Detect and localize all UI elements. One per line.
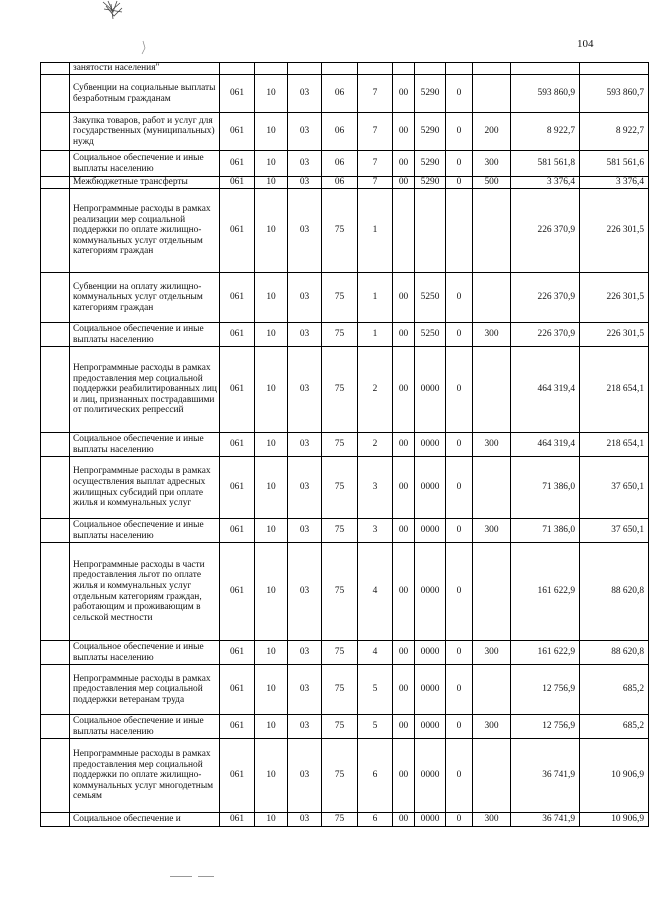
section-code-cell: 10 [255, 323, 288, 347]
ministry-code-cell: 061 [220, 273, 255, 323]
amount-2-cell: 88 620,8 [580, 543, 649, 641]
main-event-code-cell: 00 [393, 273, 415, 323]
section-code-cell: 10 [255, 813, 288, 827]
expense-type-code-cell: 500 [473, 177, 511, 189]
program-code-cell: 06 [322, 177, 358, 189]
table-row [41, 543, 649, 641]
program-code-cell: 75 [322, 813, 358, 827]
main-event-code-cell: 00 [393, 665, 415, 715]
blank-cell [41, 543, 70, 641]
expense-name-cell: Непрограммные расходы в рамках предоставления мер социальной поддержки по оплате жилищно-коммунальных услуг многодетным семьям [70, 739, 220, 813]
section-code-cell: 10 [255, 189, 288, 273]
main-event-code-cell: 00 [393, 151, 415, 177]
subsection-code-cell: 03 [288, 273, 322, 323]
group-code-cell: 0 [446, 177, 473, 189]
subsection-code-cell: 03 [288, 75, 322, 113]
amount-2-cell: 226 301,5 [580, 189, 649, 273]
blank-cell [41, 189, 70, 273]
blank-cell [41, 347, 70, 433]
group-code-cell [446, 189, 473, 273]
table-row [41, 63, 649, 75]
group-code-cell: 0 [446, 433, 473, 457]
amount-2-cell: 226 301,5 [580, 273, 649, 323]
blank-cell [41, 273, 70, 323]
amount-1-cell [511, 63, 580, 75]
group-code-cell: 0 [446, 665, 473, 715]
amount-2-cell: 3 376,4 [580, 177, 649, 189]
main-event-code-cell: 00 [393, 323, 415, 347]
subprogram-code-cell: 7 [358, 113, 393, 151]
amount-1-cell: 226 370,9 [511, 189, 580, 273]
page-number: 104 [577, 38, 594, 50]
subprogram-code-cell: 7 [358, 151, 393, 177]
section-code-cell: 10 [255, 347, 288, 433]
amount-2-cell: 88 620,8 [580, 641, 649, 665]
amount-1-cell: 161 622,9 [511, 543, 580, 641]
direction-code-cell: 0000 [415, 739, 446, 813]
table-row [41, 189, 649, 273]
ministry-code-cell: 061 [220, 189, 255, 273]
amount-1-cell: 161 622,9 [511, 641, 580, 665]
ministry-code-cell: 061 [220, 641, 255, 665]
group-code-cell: 0 [446, 715, 473, 739]
main-event-code-cell: 00 [393, 347, 415, 433]
expense-name-cell: Закупка товаров, работ и услуг для государственных (муниципальных) нужд [70, 113, 220, 151]
amount-1-cell: 8 922,7 [511, 113, 580, 151]
amount-1-cell: 581 561,8 [511, 151, 580, 177]
expense-type-code-cell: 300 [473, 641, 511, 665]
blank-cell [41, 177, 70, 189]
amount-1-cell: 71 386,0 [511, 519, 580, 543]
main-event-code-cell: 00 [393, 177, 415, 189]
blank-cell [41, 63, 70, 75]
direction-code-cell: 5290 [415, 75, 446, 113]
blank-cell [41, 665, 70, 715]
group-code-cell: 0 [446, 347, 473, 433]
program-code-cell: 75 [322, 457, 358, 519]
amount-1-cell: 71 386,0 [511, 457, 580, 519]
expense-name-cell: Социальное обеспечение и иные выплаты населению [70, 151, 220, 177]
program-code-cell: 75 [322, 641, 358, 665]
blank-cell [41, 813, 70, 827]
ministry-code-cell: 061 [220, 151, 255, 177]
expense-type-code-cell [473, 273, 511, 323]
main-event-code-cell: 00 [393, 433, 415, 457]
section-code-cell: 10 [255, 75, 288, 113]
expense-name-cell: Социальное обеспечение и иные выплаты населению [70, 519, 220, 543]
expense-type-code-cell [473, 543, 511, 641]
section-code-cell: 10 [255, 543, 288, 641]
subprogram-code-cell: 4 [358, 543, 393, 641]
expense-name-cell: Социальное обеспечение и иные выплаты населению [70, 715, 220, 739]
direction-code-cell: 5250 [415, 323, 446, 347]
program-code-cell: 75 [322, 347, 358, 433]
amount-2-cell: 685,2 [580, 715, 649, 739]
blank-cell [41, 75, 70, 113]
expense-name-cell: Социальное обеспечение и иные выплаты населению [70, 641, 220, 665]
group-code-cell: 0 [446, 543, 473, 641]
amount-1-cell: 36 741,9 [511, 813, 580, 827]
blank-cell [41, 113, 70, 151]
main-event-code-cell: 00 [393, 641, 415, 665]
program-code-cell: 75 [322, 519, 358, 543]
program-code-cell [322, 63, 358, 75]
program-code-cell: 75 [322, 715, 358, 739]
group-code-cell: 0 [446, 113, 473, 151]
group-code-cell: 0 [446, 273, 473, 323]
table-row [41, 323, 649, 347]
table-row [41, 113, 649, 151]
subprogram-code-cell: 1 [358, 273, 393, 323]
budget-table [40, 62, 649, 827]
amount-2-cell: 593 860,7 [580, 75, 649, 113]
direction-code-cell: 0000 [415, 715, 446, 739]
amount-1-cell: 593 860,9 [511, 75, 580, 113]
blank-cell [41, 323, 70, 347]
expense-type-code-cell: 200 [473, 113, 511, 151]
subsection-code-cell: 03 [288, 323, 322, 347]
ministry-code-cell: 061 [220, 457, 255, 519]
table-row [41, 519, 649, 543]
expense-name-cell: Непрограммные расходы в рамках осуществления выплат адресных жилищных субсидий при оплате жилья и коммунальных услуг [70, 457, 220, 519]
amount-1-cell: 226 370,9 [511, 273, 580, 323]
table-row [41, 457, 649, 519]
table-row [41, 433, 649, 457]
subprogram-code-cell: 7 [358, 75, 393, 113]
subsection-code-cell: 03 [288, 457, 322, 519]
subsection-code-cell: 03 [288, 715, 322, 739]
amount-2-cell: 685,2 [580, 665, 649, 715]
subprogram-code-cell: 2 [358, 433, 393, 457]
program-code-cell: 75 [322, 433, 358, 457]
subsection-code-cell: 03 [288, 151, 322, 177]
amount-2-cell: 10 906,9 [580, 739, 649, 813]
scan-dash [170, 876, 192, 877]
table-row [41, 273, 649, 323]
expense-type-code-cell [473, 347, 511, 433]
subprogram-code-cell: 2 [358, 347, 393, 433]
subsection-code-cell: 03 [288, 347, 322, 433]
expense-type-code-cell: 300 [473, 813, 511, 827]
program-code-cell: 75 [322, 189, 358, 273]
expense-name-cell: Социальное обеспечение и иные выплаты населению [70, 433, 220, 457]
amount-1-cell: 36 741,9 [511, 739, 580, 813]
direction-code-cell [415, 63, 446, 75]
amount-1-cell: 226 370,9 [511, 323, 580, 347]
expense-type-code-cell: 300 [473, 433, 511, 457]
main-event-code-cell: 00 [393, 715, 415, 739]
direction-code-cell: 5290 [415, 151, 446, 177]
subprogram-code-cell: 7 [358, 177, 393, 189]
program-code-cell: 75 [322, 543, 358, 641]
direction-code-cell: 0000 [415, 457, 446, 519]
ministry-code-cell: 061 [220, 813, 255, 827]
group-code-cell: 0 [446, 75, 473, 113]
amount-1-cell: 464 319,4 [511, 433, 580, 457]
subprogram-code-cell: 5 [358, 665, 393, 715]
expense-type-code-cell: 300 [473, 715, 511, 739]
amount-2-cell: 8 922,7 [580, 113, 649, 151]
group-code-cell: 0 [446, 457, 473, 519]
section-code-cell [255, 63, 288, 75]
program-code-cell: 75 [322, 323, 358, 347]
subprogram-code-cell: 3 [358, 457, 393, 519]
expense-name-cell: занятости населения" [70, 63, 220, 75]
direction-code-cell: 0000 [415, 347, 446, 433]
subprogram-code-cell: 1 [358, 189, 393, 273]
program-code-cell: 06 [322, 113, 358, 151]
program-code-cell: 06 [322, 75, 358, 113]
main-event-code-cell: 00 [393, 739, 415, 813]
main-event-code-cell: 00 [393, 457, 415, 519]
table-row [41, 641, 649, 665]
expense-name-cell: Непрограммные расходы в рамках реализации мер социальной поддержки по оплате жилищно-коммунальных услуг отдельным категориям граждан [70, 189, 220, 273]
ministry-code-cell: 061 [220, 323, 255, 347]
subsection-code-cell [288, 63, 322, 75]
direction-code-cell: 5290 [415, 177, 446, 189]
expense-type-code-cell [473, 189, 511, 273]
subprogram-code-cell: 4 [358, 641, 393, 665]
ministry-code-cell: 061 [220, 433, 255, 457]
expense-name-cell: Субвенции на социальные выплаты безработным гражданам [70, 75, 220, 113]
subsection-code-cell: 03 [288, 433, 322, 457]
main-event-code-cell: 00 [393, 813, 415, 827]
subprogram-code-cell [358, 63, 393, 75]
amount-2-cell: 10 906,9 [580, 813, 649, 827]
ministry-code-cell: 061 [220, 177, 255, 189]
table-row [41, 347, 649, 433]
section-code-cell: 10 [255, 433, 288, 457]
main-event-code-cell: 00 [393, 113, 415, 151]
expense-type-code-cell: 300 [473, 323, 511, 347]
table-row [41, 151, 649, 177]
table-row [41, 739, 649, 813]
section-code-cell: 10 [255, 113, 288, 151]
expense-name-cell: Субвенции на оплату жилищно-коммунальных услуг отдельным категориям граждан [70, 273, 220, 323]
section-code-cell: 10 [255, 177, 288, 189]
amount-1-cell: 12 756,9 [511, 665, 580, 715]
program-code-cell: 75 [322, 665, 358, 715]
subsection-code-cell: 03 [288, 543, 322, 641]
scan-dash [198, 876, 214, 877]
expense-name-cell: Межбюджетные трансферты [70, 177, 220, 189]
amount-1-cell: 3 376,4 [511, 177, 580, 189]
scan-speck-icon [140, 40, 148, 56]
subprogram-code-cell: 6 [358, 813, 393, 827]
subsection-code-cell: 03 [288, 739, 322, 813]
blank-cell [41, 457, 70, 519]
group-code-cell: 0 [446, 813, 473, 827]
subsection-code-cell: 03 [288, 665, 322, 715]
ministry-code-cell: 061 [220, 715, 255, 739]
program-code-cell: 75 [322, 273, 358, 323]
amount-2-cell: 218 654,1 [580, 347, 649, 433]
section-code-cell: 10 [255, 665, 288, 715]
expense-type-code-cell [473, 739, 511, 813]
amount-2-cell: 218 654,1 [580, 433, 649, 457]
amount-2-cell: 37 650,1 [580, 519, 649, 543]
main-event-code-cell: 00 [393, 75, 415, 113]
table-row [41, 813, 649, 827]
subsection-code-cell: 03 [288, 519, 322, 543]
expense-name-cell: Непрограммные расходы в рамках предоставления мер социальной поддержки ветеранам труда [70, 665, 220, 715]
main-event-code-cell: 00 [393, 543, 415, 641]
blank-cell [41, 433, 70, 457]
ministry-code-cell: 061 [220, 543, 255, 641]
expense-name-cell: Непрограммные расходы в рамках предоставления мер социальной поддержки реабилитированных лиц и лиц, признанных пострадавшими от политических репрессий [70, 347, 220, 433]
group-code-cell: 0 [446, 323, 473, 347]
ministry-code-cell: 061 [220, 347, 255, 433]
expense-type-code-cell [473, 63, 511, 75]
subsection-code-cell: 03 [288, 177, 322, 189]
subprogram-code-cell: 1 [358, 323, 393, 347]
amount-2-cell: 37 650,1 [580, 457, 649, 519]
expense-type-code-cell: 300 [473, 151, 511, 177]
amount-1-cell: 464 319,4 [511, 347, 580, 433]
expense-type-code-cell [473, 665, 511, 715]
blank-cell [41, 151, 70, 177]
direction-code-cell: 0000 [415, 519, 446, 543]
ministry-code-cell: 061 [220, 665, 255, 715]
ministry-code-cell: 061 [220, 113, 255, 151]
subsection-code-cell: 03 [288, 641, 322, 665]
blank-cell [41, 739, 70, 813]
direction-code-cell: 0000 [415, 543, 446, 641]
expense-type-code-cell [473, 75, 511, 113]
direction-code-cell: 0000 [415, 641, 446, 665]
subprogram-code-cell: 3 [358, 519, 393, 543]
expense-name-cell: Социальное обеспечение и иные выплаты населению [70, 323, 220, 347]
table-row [41, 665, 649, 715]
subsection-code-cell: 03 [288, 189, 322, 273]
program-code-cell: 06 [322, 151, 358, 177]
direction-code-cell [415, 189, 446, 273]
direction-code-cell: 0000 [415, 813, 446, 827]
expense-type-code-cell: 300 [473, 519, 511, 543]
group-code-cell [446, 63, 473, 75]
group-code-cell: 0 [446, 739, 473, 813]
subprogram-code-cell: 5 [358, 715, 393, 739]
blank-cell [41, 641, 70, 665]
expense-type-code-cell [473, 457, 511, 519]
main-event-code-cell [393, 63, 415, 75]
table-row [41, 75, 649, 113]
direction-code-cell: 5290 [415, 113, 446, 151]
main-event-code-cell: 00 [393, 519, 415, 543]
table-row [41, 715, 649, 739]
table-row [41, 177, 649, 189]
ministry-code-cell: 061 [220, 739, 255, 813]
section-code-cell: 10 [255, 641, 288, 665]
expense-name-cell: Социальное обеспечение и [70, 813, 220, 827]
group-code-cell: 0 [446, 519, 473, 543]
direction-code-cell: 5250 [415, 273, 446, 323]
section-code-cell: 10 [255, 273, 288, 323]
amount-2-cell: 581 561,6 [580, 151, 649, 177]
amount-2-cell [580, 63, 649, 75]
group-code-cell: 0 [446, 151, 473, 177]
subsection-code-cell: 03 [288, 813, 322, 827]
section-code-cell: 10 [255, 739, 288, 813]
section-code-cell: 10 [255, 151, 288, 177]
group-code-cell: 0 [446, 641, 473, 665]
subprogram-code-cell: 6 [358, 739, 393, 813]
amount-2-cell: 226 301,5 [580, 323, 649, 347]
subsection-code-cell: 03 [288, 113, 322, 151]
ministry-code-cell: 061 [220, 519, 255, 543]
amount-1-cell: 12 756,9 [511, 715, 580, 739]
scan-artifact-icon [100, 0, 126, 20]
budget-table-body [41, 63, 649, 827]
ministry-code-cell: 061 [220, 75, 255, 113]
direction-code-cell: 0000 [415, 665, 446, 715]
section-code-cell: 10 [255, 457, 288, 519]
section-code-cell: 10 [255, 519, 288, 543]
direction-code-cell: 0000 [415, 433, 446, 457]
expense-name-cell: Непрограммные расходы в части предоставления льгот по оплате жилья и коммунальных услуг отдельным категориям граждан, работающим и проживающим в сельской местности [70, 543, 220, 641]
blank-cell [41, 715, 70, 739]
main-event-code-cell [393, 189, 415, 273]
section-code-cell: 10 [255, 715, 288, 739]
blank-cell [41, 519, 70, 543]
ministry-code-cell [220, 63, 255, 75]
program-code-cell: 75 [322, 739, 358, 813]
